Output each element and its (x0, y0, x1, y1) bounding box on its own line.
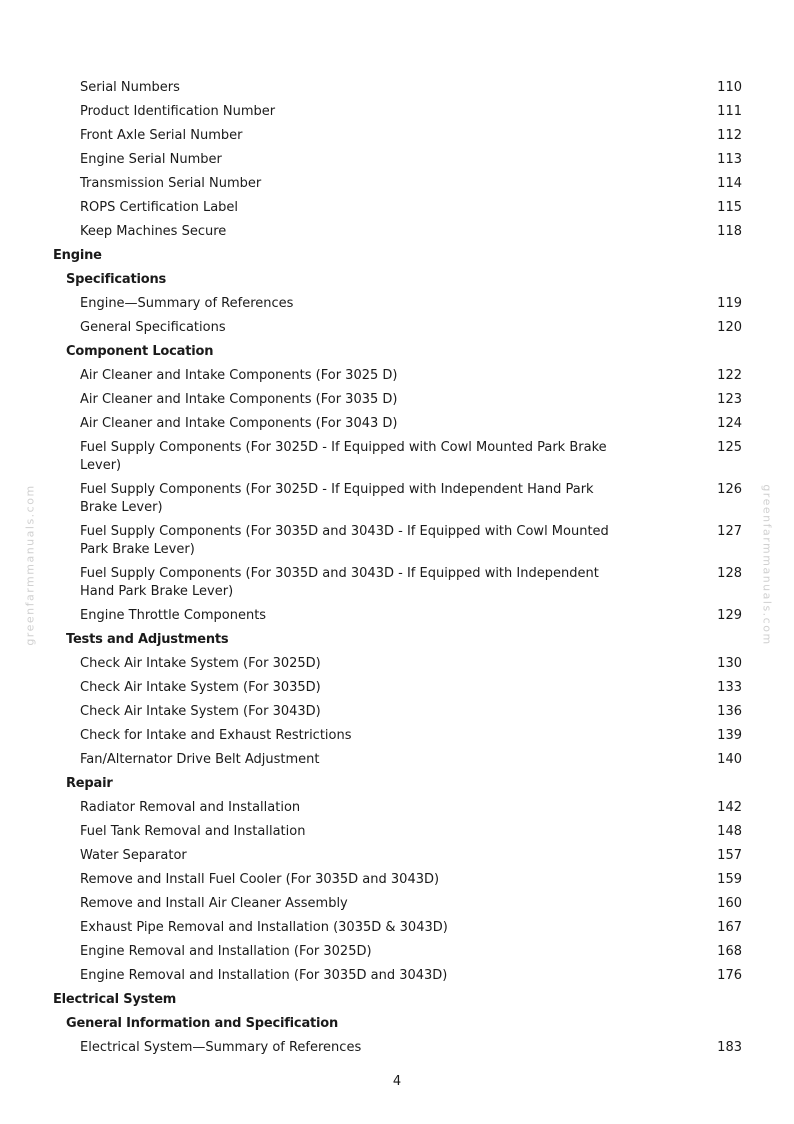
toc-entry[interactable] (0, 844, 794, 868)
toc-entry-title: ROPS Certification Label (80, 200, 239, 215)
toc-subsection-heading[interactable] (0, 340, 794, 364)
toc-entry-page: 133 (717, 680, 742, 695)
toc-entry-title: Fan/Alternator Drive Belt Adjustment (80, 752, 320, 767)
toc-entry-page: 129 (717, 608, 742, 623)
toc-entry-title: Water Separator (80, 848, 187, 863)
toc-entry-title: Keep Machines Secure (80, 224, 227, 239)
toc-entry-page: 110 (717, 80, 742, 95)
toc-subsection-heading[interactable] (0, 628, 794, 652)
page-number: 4 (392, 1074, 402, 1089)
toc-entry-title: Tests and Adjustments (66, 632, 229, 647)
toc-entry-title: Fuel Supply Components (For 3035D and 3043D - If Equipped with Independent Hand Park Brake Lever) (80, 566, 599, 599)
toc-entry[interactable] (0, 520, 794, 562)
toc-entry-page: 114 (717, 176, 742, 191)
toc-subsection-heading[interactable] (0, 1012, 794, 1036)
table-of-contents (0, 76, 794, 1060)
toc-entry-title: Engine (53, 248, 102, 263)
toc-entry[interactable] (0, 148, 794, 172)
toc-entry-page: 123 (717, 392, 742, 407)
toc-entry[interactable] (0, 436, 794, 478)
toc-entry-title: General Information and Specification (66, 1016, 339, 1031)
toc-entry[interactable] (0, 676, 794, 700)
watermark-left: greenfarmmanuals.com (23, 484, 37, 646)
toc-entry[interactable] (0, 562, 794, 604)
toc-entry[interactable] (0, 316, 794, 340)
toc-entry-page: 139 (717, 728, 742, 743)
toc-entry-title: Electrical System (53, 992, 177, 1007)
toc-entry-title: Transmission Serial Number (80, 176, 262, 191)
toc-entry[interactable] (0, 124, 794, 148)
toc-entry-page: 125 (717, 440, 742, 455)
toc-entry-title: Engine Removal and Installation (For 3035D and 3043D) (80, 968, 448, 983)
toc-entry-page: 183 (717, 1040, 742, 1055)
toc-entry[interactable] (0, 724, 794, 748)
toc-entry[interactable] (0, 796, 794, 820)
toc-entry[interactable] (0, 220, 794, 244)
toc-entry-page: 148 (717, 824, 742, 839)
toc-entry-page: 115 (717, 200, 742, 215)
toc-entry-title: Air Cleaner and Intake Components (For 3035 D) (80, 392, 398, 407)
toc-entry[interactable] (0, 700, 794, 724)
toc-entry-page: 122 (717, 368, 742, 383)
toc-entry[interactable] (0, 916, 794, 940)
toc-entry[interactable] (0, 100, 794, 124)
toc-entry-title: Check Air Intake System (For 3043D) (80, 704, 321, 719)
toc-entry-title: Front Axle Serial Number (80, 128, 243, 143)
toc-entry[interactable] (0, 868, 794, 892)
toc-entry-title: Check Air Intake System (For 3035D) (80, 680, 321, 695)
toc-entry[interactable] (0, 478, 794, 520)
toc-entry-page: 113 (717, 152, 742, 167)
toc-entry[interactable] (0, 76, 794, 100)
toc-entry-title: Check for Intake and Exhaust Restrictions (80, 728, 352, 743)
toc-entry[interactable] (0, 292, 794, 316)
toc-entry[interactable] (0, 748, 794, 772)
toc-entry-page: 120 (717, 320, 742, 335)
toc-entry-page: 160 (717, 896, 742, 911)
toc-entry-page: 111 (717, 104, 742, 119)
toc-entry-title: Exhaust Pipe Removal and Installation (3035D & 3043D) (80, 920, 448, 935)
toc-entry[interactable] (0, 412, 794, 436)
toc-entry-page: 128 (717, 566, 742, 581)
toc-subsection-heading[interactable] (0, 268, 794, 292)
toc-section-heading[interactable] (0, 988, 794, 1012)
toc-entry-title: Air Cleaner and Intake Components (For 3025 D) (80, 368, 398, 383)
toc-entry-page: 157 (717, 848, 742, 863)
toc-entry-page: 168 (717, 944, 742, 959)
toc-entry-title: Specifications (66, 272, 167, 287)
toc-entry[interactable] (0, 604, 794, 628)
toc-entry-title: Engine Serial Number (80, 152, 222, 167)
toc-entry-page: 167 (717, 920, 742, 935)
watermark-right: greenfarmmanuals.com (760, 484, 774, 646)
toc-entry-page: 124 (717, 416, 742, 431)
toc-entry-title: Serial Numbers (80, 80, 180, 95)
toc-entry-title: Product Identification Number (80, 104, 276, 119)
toc-entry-page: 159 (717, 872, 742, 887)
toc-entry-page: 130 (717, 656, 742, 671)
toc-entry-title: Fuel Supply Components (For 3025D - If Equipped with Independent Hand Park Brake Lever) (80, 482, 594, 515)
toc-entry-title: Fuel Supply Components (For 3035D and 3043D - If Equipped with Cowl Mounted Park Brake Lever) (80, 524, 609, 557)
toc-entry[interactable] (0, 172, 794, 196)
toc-entry-title: Engine Removal and Installation (For 3025D) (80, 944, 372, 959)
toc-entry[interactable] (0, 964, 794, 988)
toc-entry[interactable] (0, 940, 794, 964)
toc-entry-title: Engine—Summary of References (80, 296, 294, 311)
toc-entry-page: 142 (717, 800, 742, 815)
toc-entry-page: 112 (717, 128, 742, 143)
toc-entry-title: Component Location (66, 344, 214, 359)
toc-entry-title: Fuel Supply Components (For 3025D - If Equipped with Cowl Mounted Park Brake Lever) (80, 440, 607, 473)
toc-entry[interactable] (0, 388, 794, 412)
toc-entry[interactable] (0, 364, 794, 388)
toc-entry-title: Remove and Install Fuel Cooler (For 3035D and 3043D) (80, 872, 440, 887)
toc-entry-title: Repair (66, 776, 113, 791)
toc-entry[interactable] (0, 892, 794, 916)
toc-entry-page: 176 (717, 968, 742, 983)
toc-subsection-heading[interactable] (0, 772, 794, 796)
toc-entry-title: Radiator Removal and Installation (80, 800, 301, 815)
toc-entry-title: Electrical System—Summary of References (80, 1040, 362, 1055)
toc-entry-page: 140 (717, 752, 742, 767)
toc-entry-page: 136 (717, 704, 742, 719)
toc-entry[interactable] (0, 652, 794, 676)
toc-entry[interactable] (0, 196, 794, 220)
toc-entry-title: Remove and Install Air Cleaner Assembly (80, 896, 348, 911)
toc-entry-title: General Specifications (80, 320, 226, 335)
toc-entry-page: 126 (717, 482, 742, 497)
toc-entry-page: 119 (717, 296, 742, 311)
toc-entry[interactable] (0, 1036, 794, 1060)
toc-entry-title: Air Cleaner and Intake Components (For 3043 D) (80, 416, 398, 431)
toc-entry-title: Check Air Intake System (For 3025D) (80, 656, 321, 671)
toc-section-heading[interactable] (0, 244, 794, 268)
toc-entry-title: Engine Throttle Components (80, 608, 267, 623)
toc-entry[interactable] (0, 820, 794, 844)
toc-entry-page: 118 (717, 224, 742, 239)
toc-entry-title: Fuel Tank Removal and Installation (80, 824, 306, 839)
toc-entry-page: 127 (717, 524, 742, 539)
